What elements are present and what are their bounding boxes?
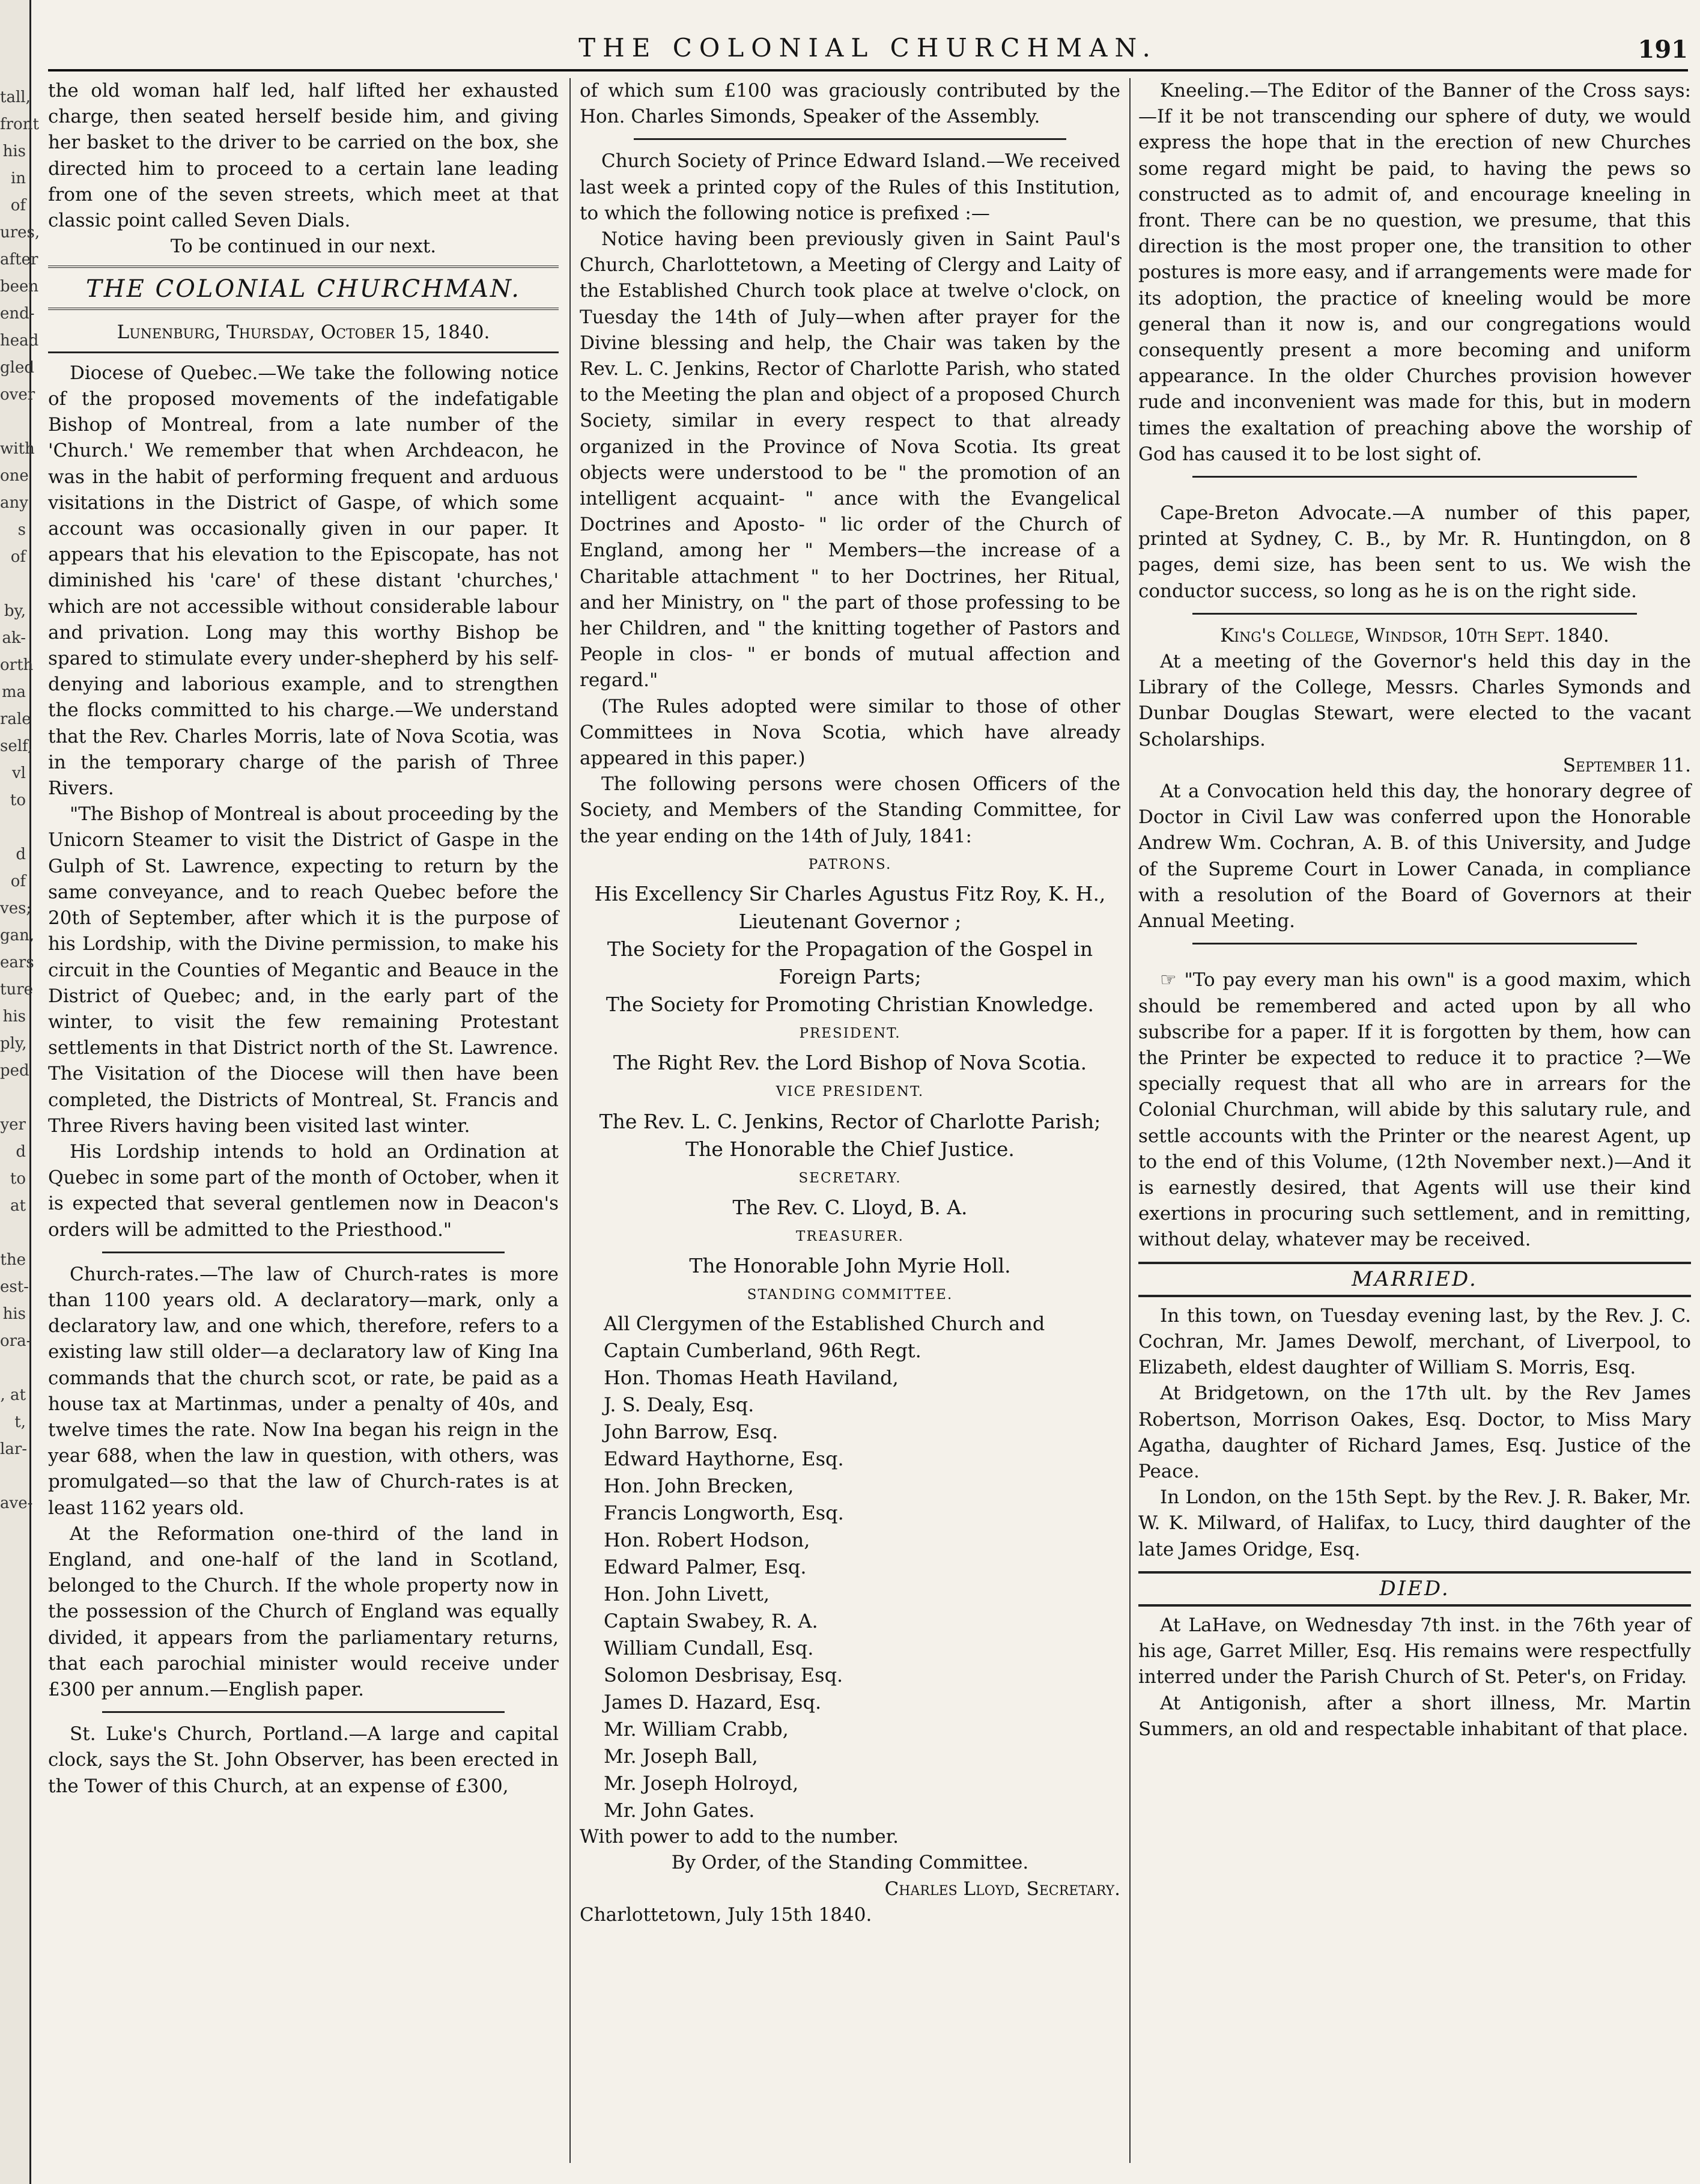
committee-member: All Clergymen of the Established Church and — [604, 1312, 1045, 1336]
bleed-fragment: his — [2, 1008, 26, 1026]
bleed-fragment: tall, — [0, 88, 31, 106]
article-pei: The following persons were chosen Officers of the Society, and Members of the Standing Committee, for the year ending on the 14th of July, 1841: — [580, 773, 1120, 847]
bleed-fragment: front — [0, 115, 39, 133]
divider — [102, 1711, 505, 1713]
committee-member: Hon. John Livett, — [604, 1583, 770, 1606]
vice-president: The Rev. L. C. Jenkins, Rector of Charlotte Parish; — [599, 1109, 1101, 1133]
bleed-fragment: by, — [4, 602, 26, 620]
bleed-fragment: vl to — [10, 764, 26, 809]
committee-list — [580, 1310, 1120, 1824]
bleed-fragment: over — [0, 386, 35, 404]
bleed-fragment: est- — [0, 1278, 29, 1296]
divider — [1192, 613, 1637, 615]
married-heading: MARRIED. — [1138, 1262, 1691, 1297]
committee-member: Mr. William Crabb, — [604, 1718, 789, 1741]
newspaper-title: THE COLONIAL CHURCHMAN. — [578, 33, 1158, 62]
article-pei: (The Rules adopted were similar to those of other Committees in Nova Scotia, which have already appeared in this paper.) — [580, 695, 1120, 770]
bleed-fragment — [0, 1463, 26, 1490]
committee-member: John Barrow, Esq. — [604, 1420, 779, 1444]
bleed-fragment — [0, 1220, 26, 1247]
column-left — [48, 78, 559, 2169]
bleed-fragment — [0, 1355, 26, 1382]
article-pei: Notice having been previously given in Saint Paul's Church, Charlottetown, a Meeting of Clergy and Laity of the Established Church took place at twelve o'clock, on Tuesday the 14th of July—when after prayer for the Divine blessing and help, the Chair was taken by the Rev. L. C. Jenkins, Rector of Charlotte Parish, who stated to the Meeting the plan and object of a proposed Church Society, similar in every respect to that already organized in the Province of Nova Scotia. Its great objects were understood to be " the promotion of an intelligent acquaint- " ance with the Evangelical Doctrines and Aposto- " lic order of the Church of England, among her " Members—the increase of a Charitable attachment " to her Doctrines, her Ritual, and her Ministry, on " the part of those professing to be her Children, and " the knitting together of Pastors and People in clos- " er bonds of mutual affection and regard." — [580, 228, 1120, 692]
bleed-fragment: ture — [0, 981, 34, 999]
article-quebec: His Lordship intends to hold an Ordination at Quebec in some part of the month of October, when it is expected that several gentlemen now in Deacon's orders will be admitted to the Priesthood." — [48, 1140, 559, 1241]
continued-note: To be continued in our next. — [170, 236, 437, 258]
bleed-fragment — [0, 409, 26, 436]
bleed-fragment — [0, 814, 26, 841]
bleed-fragment: lar- — [0, 1440, 28, 1458]
masthead: THE COLONIAL CHURCHMAN. — [48, 266, 559, 309]
article-pei: Church Society of Prince Edward Island.—We received last week a printed copy of the Rules of this Institution, to which the following notice is prefixed :— — [580, 150, 1120, 224]
treasurer: The Honorable John Myrie Holl. — [689, 1253, 1011, 1277]
article-kneeling: Kneeling.—The Editor of the Banner of the Cross says: —If it be not transcending our sphere of duty, we would express the hope that in the erection of new Churches some regard might be paid, to having the pews so constructed as to admit of, and encourage kneeling in front. There can be no question, we presume, that this direction is the most proper one, the transition to other postures is more easy, and if arrangements were made for its adoption, the practice of kneeling would be more general than it now is, and our congregations would consequently present a more becoming and uniform appearance. In the older Churches provision however rude and inconvenient was made for this, but in modern times the exaltation of preaching above the worship of God has caused it to be lost sight of. — [1138, 80, 1691, 465]
bleed-fragment: ures, — [0, 224, 40, 242]
label-patrons: PATRONS. — [808, 856, 892, 872]
bleed-fragment: d to — [10, 1143, 26, 1188]
bleed-fragment: ave- — [0, 1494, 33, 1512]
bleed-fragment: ply, — [0, 1035, 27, 1053]
page-header — [48, 33, 1688, 71]
committee-member: Mr. Joseph Holroyd, — [604, 1772, 799, 1795]
bleed-fragment: at — [10, 1197, 26, 1215]
divider — [634, 138, 1066, 140]
notice-pay: ☞ "To pay every man his own" is a good maxim, which should be remembered and acted upon by all who subscribe for a paper. If it is forgotten by them, how can the Printer be expected to reduce it to practice ?—We specially request that all who are in arrears for the Colonial Churchman, will abide by this salutary rule, and settle accounts with the Printer or the nearest Agent, up to the end of this Volume, (12th November next.)—And it is earnestly desired, that Agents will use their kind exertions in procuring such settlement, and in remitting, without delay, whatever may be received. — [1138, 969, 1691, 1251]
label-treasurer: TREASURER. — [796, 1228, 904, 1244]
died-heading: DIED. — [1138, 1571, 1691, 1607]
bleed-fragment: after — [0, 251, 38, 269]
article-church-rates: At the Reformation one-third of the land in England, and one-half of the land in Scotland, belonged to the Church. If the whole property now in the possession of the Church of England was equally divided, it appears from the parliamentary returns, that each parochial minister would receive under £300 per annum.—English paper. — [48, 1522, 559, 1700]
article-church-rates: Church-rates.—The law of Church-rates is more than 1100 years old. A declaratory—mark, only a declaratory law, and one which, therefore, refers to a existing law still older—a declaratory law of King Ina commands that the church scot, or rate, be paid as a house tax at Martinmas, under a penalty of 40s, and twelve times the rate. Now Ina began his reign in the year 688, when the law in question, with others, was promulgated—so that the law of Church-rates is at least 1162 years old. — [48, 1263, 559, 1519]
article-quebec: "The Bishop of Montreal is about proceeding by the Unicorn Steamer to visit the District of Gaspe in the Gulph of St. Lawrence, expecting to return by the same conveyance, and to reach Quebec before the 20th of September, after which it is the purpose of his Lordship, with the Divine permission, to make his circuit in the Counties of Megantic and Beauce in the District of Quebec; and, in the early part of the winter, to visit the few remaining Protestant settlements in that District north of the St. Lawrence. The Visitation of the Diocese will then have been completed, the Districts of Montreal, St. Francis and Three Rivers having been visited last winter. — [48, 803, 559, 1137]
bleed-fragment: gan, — [0, 926, 35, 944]
committee-member: Francis Longworth, Esq. — [604, 1501, 844, 1525]
bleed-fragment: end- — [0, 305, 35, 323]
committee-member: Mr. John Gates. — [604, 1799, 755, 1822]
committee-member: Mr. Joseph Ball, — [604, 1745, 758, 1768]
bleed-fragment: d of — [10, 845, 26, 890]
bleed-fragment: , at — [0, 1386, 26, 1404]
committee-member: James D. Hazard, Esq. — [604, 1691, 822, 1714]
date-subheading: September 11. — [1562, 754, 1691, 776]
order-line: By Order, of the Standing Committee. — [671, 1852, 1029, 1874]
kings-college-heading: King's College, Windsor, 10th Sept. 1840. — [1220, 624, 1609, 646]
bleed-fragment: ves; — [0, 899, 32, 917]
bleed-fragment: in of — [10, 169, 26, 214]
bleed-fragment: head — [0, 332, 39, 350]
marriage-notice: In London, on the 15th Sept. by the Rev. J. R. Baker, Mr. W. K. Milward, of Halifax, to Lucy, third daughter of the late James Oridge, Esq. — [1138, 1486, 1691, 1560]
bleed-fragment: his — [2, 142, 26, 160]
column-divider — [1129, 78, 1131, 2163]
bleed-fragment: ora- — [0, 1332, 32, 1350]
bleed-fragment: rale — [0, 710, 31, 728]
article-continuation: of which sum £100 was graciously contributed by the Hon. Charles Simonds, Speaker of the Assembly. — [580, 80, 1120, 128]
column-middle — [580, 78, 1120, 2169]
page-number: 191 — [1638, 35, 1688, 64]
committee-member: Solomon Desbrisay, Esq. — [604, 1664, 843, 1687]
committee-member: Edward Palmer, Esq. — [604, 1556, 807, 1579]
bleed-fragment: his — [2, 1305, 26, 1323]
secretary: The Rev. C. Lloyd, B. A. — [732, 1195, 968, 1219]
place-date: Charlottetown, July 15th 1840. — [580, 1903, 872, 1926]
committee-member: William Cundall, Esq. — [604, 1637, 814, 1660]
committee-member: Captain Swabey, R. A. — [604, 1610, 818, 1633]
signature: Charles Lloyd, Secretary. — [884, 1878, 1120, 1900]
divider — [1192, 943, 1637, 944]
bleed-fragment: with — [0, 440, 35, 458]
bleed-fragment: the — [0, 1251, 26, 1269]
label-vice-president: VICE PRESIDENT. — [776, 1084, 924, 1100]
bleed-fragment: been — [0, 278, 39, 296]
column-right — [1138, 78, 1691, 2169]
committee-member: Captain Cumberland, 96th Regt. — [604, 1339, 921, 1363]
patron: His Excellency Sir Charles Agustus Fitz Roy, K. H., Lieutenant Governor ; — [594, 882, 1106, 934]
bleed-fragment: ma — [1, 683, 26, 701]
article-quebec: Diocese of Quebec.—We take the following notice of the proposed movements of the indefatigable Bishop of Montreal, from a late number of the 'Church.' We remember that when Archdeacon, he was in the habit of performing frequent and arduous visitations in the District of Gaspe, of which some account was occasionally given in our paper. It appears that his elevation to the Episcopate, has not diminished his 'care' of these distant 'churches,' which are not accessible without considerable labour and privation. Long may this worthy Bishop be spared to stimulate every under-shepherd by his self-denying and laborious example, and to strengthen the flocks committed to his charge.—We understand that the Rev. Charles Morris, late of Nova Scotia, was in the temporary charge of the parish of Three Rivers. — [48, 362, 559, 800]
committee-member: J. S. Dealy, Esq. — [604, 1393, 754, 1417]
committee-member: Hon. John Brecken, — [604, 1474, 794, 1498]
article-cape-breton: Cape-Breton Advocate.—A number of this paper, printed at Sydney, C. B., by Mr. R. Huntingdon, on 8 pages, demi size, has been sent to us. We wish the conductor success, so long as he is on the right side. — [1138, 502, 1691, 602]
committee-member: Hon. Thomas Heath Haviland, — [604, 1366, 899, 1390]
divider — [1192, 476, 1637, 478]
bleed-fragment: gled — [0, 359, 34, 377]
dateline: Lunenburg, Thursday, October 15, 1840. — [48, 315, 559, 353]
patron: The Society for the Propagation of the Gospel in Foreign Parts; — [607, 937, 1093, 989]
bleed-fragment: yer — [0, 1116, 26, 1134]
label-standing-committee: STANDING COMMITTEE. — [747, 1286, 953, 1303]
bleed-fragment: ped — [0, 1062, 29, 1080]
serial-story-tail: the old woman half led, half lifted her exhausted charge, then seated herself beside him, and giving her basket to the driver to be carried on the box, she directed him to proceed to a certain lane leading from one of the seven streets, which meet at that classic point called Seven Dials. — [48, 80, 559, 232]
power-note: With power to add to the number. — [580, 1826, 899, 1848]
patron: The Society for Promoting Christian Knowledge. — [606, 993, 1094, 1017]
bleed-fragment: ears — [0, 954, 34, 972]
bleed-fragment: orth — [0, 656, 34, 674]
bleed-fragment: self, — [0, 737, 33, 755]
bleed-fragment: ak- — [2, 629, 26, 647]
article-kings-college: At a Convocation held this day, the honorary degree of Doctor in Civil Law was conferred upon the Honorable Andrew Wm. Cochran, A. B. of this University, and Judge of the Supreme Court in Lower Canada, in compliance with a resolution of the Board of Governors at their Annual Meeting. — [1138, 780, 1691, 932]
vice-president: The Honorable the Chief Justice. — [685, 1137, 1015, 1161]
article-st-lukes: St. Luke's Church, Portland.—A large and capital clock, says the St. John Observer, has been erected in the Tower of this Church, at an expense of £300, — [48, 1723, 559, 1797]
bleed-fragment: t, — [14, 1413, 26, 1431]
marriage-notice: In this town, on Tuesday evening last, by the Rev. J. C. Cochran, Mr. James Dewolf, merchant, of Liverpool, to Elizabeth, eldest daughter of William S. Morris, Esq. — [1138, 1304, 1691, 1379]
bleed-fragment — [0, 1084, 26, 1112]
divider — [102, 1252, 505, 1253]
label-president: PRESIDENT. — [799, 1026, 901, 1042]
article-kings-college: At a meeting of the Governor's held this day in the Library of the College, Messrs. Charles Symonds and Dunbar Douglas Stewart, were elected to the vacant Scholarships. — [1138, 651, 1691, 750]
bleed-fragment: one — [0, 467, 29, 485]
marriage-notice: At Bridgetown, on the 17th ult. by the Rev James Robertson, Morrison Oakes, Esq. Doctor, to Miss Mary Agatha, daughter of Richard James, Esq. Justice of the Peace. — [1138, 1382, 1691, 1482]
committee-member: Edward Haythorne, Esq. — [604, 1447, 844, 1471]
bleed-fragment: s of — [10, 521, 26, 566]
adjacent-page-bleed — [0, 0, 40, 2184]
column-divider — [569, 78, 571, 2163]
death-notice: At Antigonish, after a short illness, Mr. Martin Summers, an old and respectable inhabitant of that place. — [1138, 1692, 1691, 1740]
bleed-fragment — [0, 571, 26, 598]
label-secretary: SECRETARY. — [798, 1170, 902, 1186]
bleed-fragment: any — [0, 494, 28, 512]
death-notice: At LaHave, on Wednesday 7th inst. in the 76th year of his age, Garret Miller, Esq. His remains were respectfully interred under the Parish Church of St. Peter's, on Friday. — [1138, 1614, 1691, 1688]
president: The Right Rev. the Lord Bishop of Nova Scotia. — [613, 1051, 1087, 1075]
committee-member: Hon. Robert Hodson, — [604, 1528, 810, 1552]
